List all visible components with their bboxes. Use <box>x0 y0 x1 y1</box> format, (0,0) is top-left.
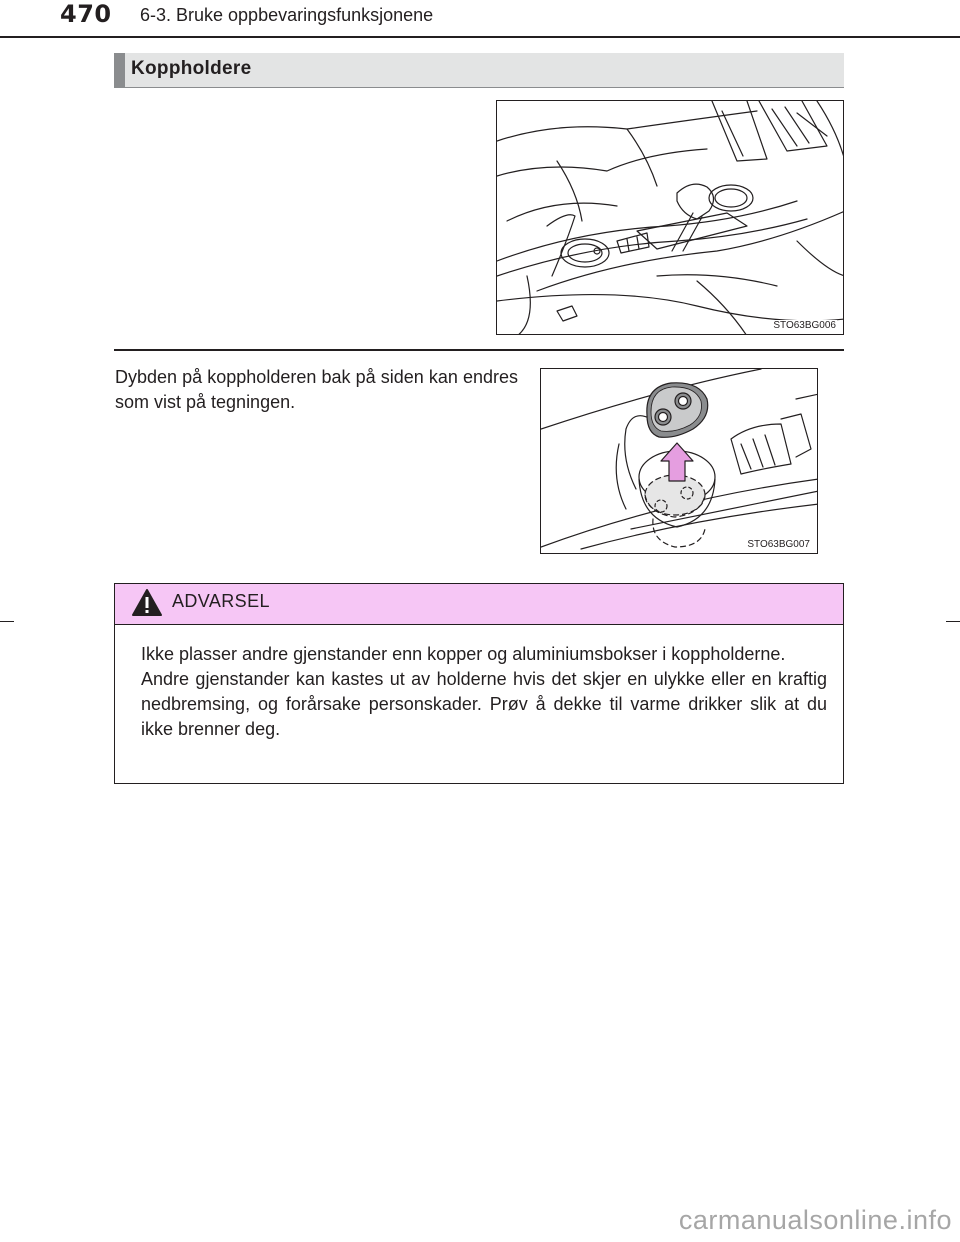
warning-paragraph-2: Andre gjenstander kan kastes ut av holderne hvis det skjer en ulykke eller en kraftig nedbremsing, og forårsake personskader. Prøv å dekke til varme drikker slik at du ikke brenner deg. <box>141 669 827 739</box>
section-heading-bar <box>114 53 125 87</box>
body-paragraph: Dybden på koppholderen bak på siden kan endres som vist på tegningen. <box>115 367 518 412</box>
warning-box <box>114 583 844 784</box>
depth-adjust-illustration <box>540 368 818 554</box>
chapter-title: 6-3. Bruke oppbevaringsfunksjonene <box>140 5 434 25</box>
cup-holder-illustration <box>496 100 844 335</box>
page-number: 470 <box>60 0 112 28</box>
warning-title: ADVARSEL <box>172 591 270 611</box>
crop-mark-right <box>946 621 960 622</box>
header-rule <box>0 36 960 38</box>
figure-code: STO63BG007 <box>747 539 810 550</box>
insert-drawing <box>541 369 818 554</box>
figure-code: STO63BG006 <box>773 320 836 331</box>
section-heading <box>114 53 844 88</box>
warning-triangle-icon <box>131 588 163 623</box>
warning-header <box>115 584 843 625</box>
warning-paragraph-1: Ikke plasser andre gjenstander enn kopper og aluminiumsbokser i koppholderne. <box>141 644 786 664</box>
section-heading-label: Koppholdere <box>131 58 252 79</box>
console-drawing <box>497 101 844 335</box>
section-divider <box>114 349 844 351</box>
watermark: carmanualsonline.info <box>678 1205 952 1235</box>
crop-mark-left <box>0 621 14 622</box>
warning-text <box>141 642 827 742</box>
